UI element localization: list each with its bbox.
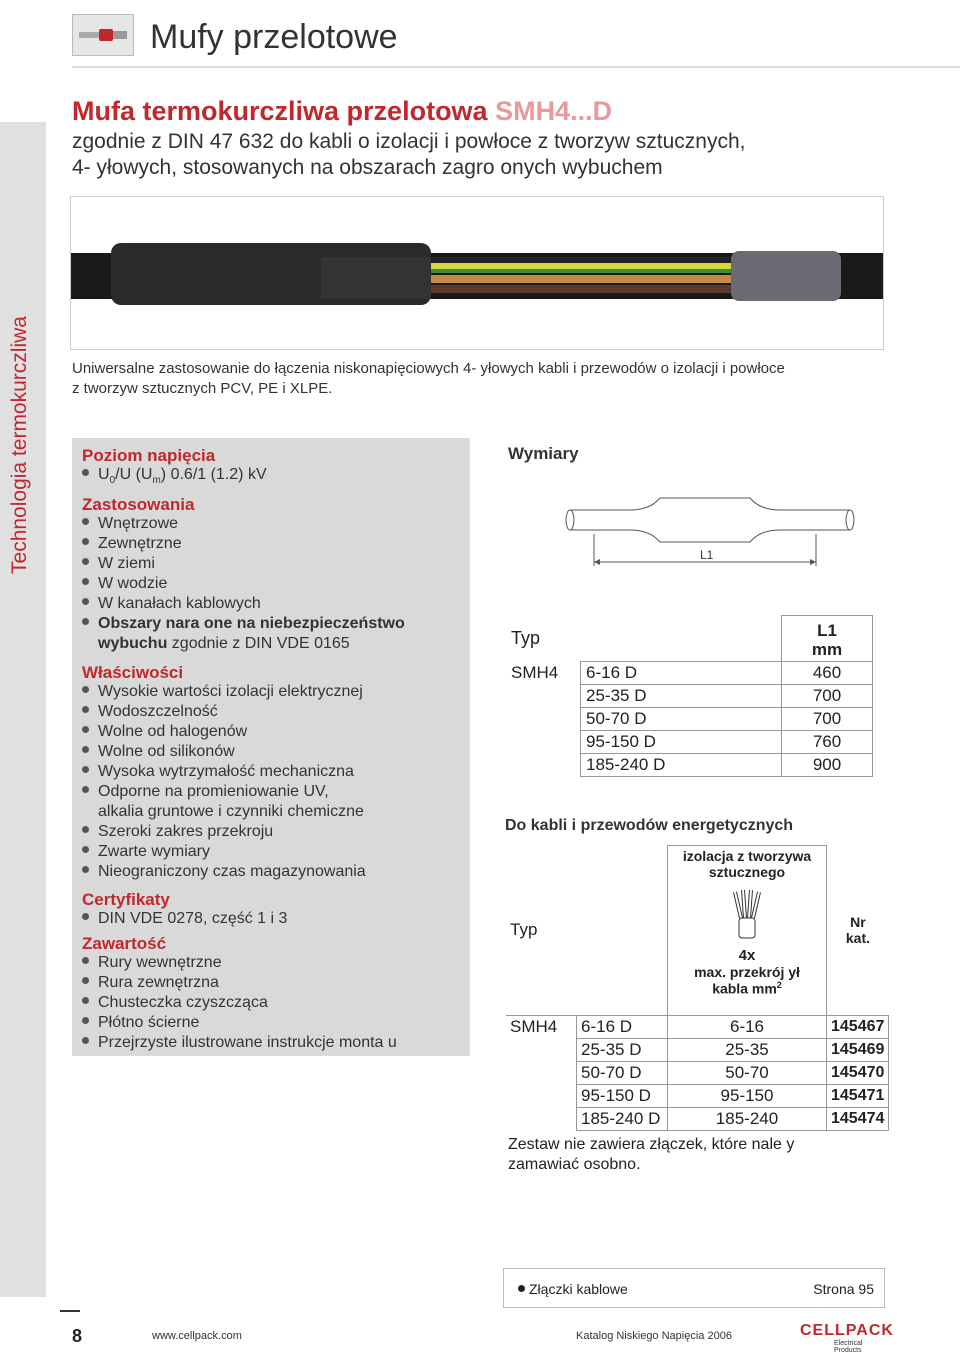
- properties-title: Właściwości: [82, 663, 184, 682]
- footer-page-ref: Strona 95: [813, 1281, 874, 1297]
- sidebar-label: Technologia termokurczliwa: [8, 316, 31, 574]
- col-cat: Nr kat.: [827, 846, 889, 1016]
- list-item: Wolne od silikonów: [82, 743, 235, 761]
- page-title: Mufy przelotowe: [150, 18, 398, 56]
- l1-label: L1: [700, 548, 714, 562]
- cellpack-logo: CELLPACK Electrical Products: [800, 1322, 894, 1354]
- table-row: 25-35 D 700: [506, 685, 873, 708]
- product-subtitle-1: zgodnie z DIN 47 632 do kabli o izolacji i powłoce z tworzyw sztucznych,: [72, 130, 746, 153]
- footer-url[interactable]: www.cellpack.com: [152, 1330, 242, 1342]
- footer-catalog: Katalog Niskiego Napięcia 2006: [576, 1330, 732, 1342]
- list-item: Przejrzyste ilustrowane instrukcje monta u: [82, 1034, 397, 1052]
- cables-title: Do kabli i przewodów energetycznych: [505, 817, 794, 834]
- product-title-main: Mufa termokurczliwa przelotowa: [72, 96, 496, 126]
- list-item-danger-cont: wybuchu zgodnie z DIN VDE 0165: [98, 635, 350, 652]
- list-item: Szeroki zakres przekroju: [82, 823, 273, 841]
- product-title: [72, 96, 612, 127]
- table-row: SMH4 6-16 D 460: [506, 662, 873, 685]
- title-divider: [72, 66, 960, 68]
- list-item: Zwarte wymiary: [82, 843, 210, 861]
- note-line-2: zamawiać osobno.: [508, 1156, 641, 1173]
- list-item: Rura zewnętrzna: [82, 974, 219, 992]
- table-row: 50-70 D 50-70 145470: [506, 1062, 889, 1085]
- col-l1: L1 mm: [782, 616, 873, 662]
- table-row: 95-150 D 95-150 145471: [506, 1085, 889, 1108]
- table-row: 185-240 D 900: [506, 754, 873, 777]
- note-line-1: Zestaw nie zawiera złączek, które nale y: [508, 1136, 795, 1153]
- cable-cores-icon: [727, 888, 767, 944]
- description-line-1: Uniwersalne zastosowanie do łączenia niskonapięciowych 4- yłowych kabli i przewodów o izolacji i powłoce: [72, 360, 785, 377]
- product-subtitle-2: 4- yłowych, stosowanych na obszarach zagro onych wybuchem: [72, 156, 663, 179]
- page-number: 8: [72, 1326, 83, 1346]
- voltage-title: Poziom napięcia: [82, 446, 216, 465]
- cables-table: [506, 845, 889, 1131]
- list-item: Rury wewnętrzne: [82, 954, 222, 972]
- list-item: W wodzie: [82, 575, 167, 593]
- list-item: Wodoszczelność: [82, 703, 218, 721]
- list-item: Wysoka wytrzymałość mechaniczna: [82, 763, 354, 781]
- col-typ: Typ: [506, 616, 782, 662]
- applications-title: Zastosowania: [82, 495, 195, 514]
- certificates-title: Certyfikaty: [82, 890, 170, 909]
- list-item: Zewnętrzne: [82, 535, 182, 553]
- table-row: SMH4 6-16 D 6-16 145467: [506, 1016, 889, 1039]
- product-photo: [70, 196, 884, 350]
- list-item: Płótno ścierne: [82, 1014, 199, 1032]
- list-item: Wolne od halogenów: [82, 723, 247, 741]
- table-row: 95-150 D 760: [506, 731, 873, 754]
- col-insulation: izolacja z tworzywa sztucznego 4x max. przekrój ył kabla $mm^2$: [668, 846, 827, 1016]
- col-typ: Typ: [506, 846, 668, 1016]
- voltage-item: $U_0/U$ $(U_m)$ 0.6/1 (1.2) kV: [82, 466, 267, 486]
- list-item: Odporne na promieniowanie UV,: [82, 783, 329, 801]
- footer-link[interactable]: Złączki kablowe: [518, 1281, 628, 1297]
- list-item: W kanałach kablowych: [82, 595, 261, 613]
- list-item: DIN VDE 0278, część 1 i 3: [82, 910, 287, 928]
- page-number-rule: [60, 1310, 80, 1312]
- table-row: 25-35 D 25-35 145469: [506, 1039, 889, 1062]
- table-row: 50-70 D 700: [506, 708, 873, 731]
- list-item: Chusteczka czyszcząca: [82, 994, 268, 1012]
- list-item: Nieograniczony czas magazynowania: [82, 863, 366, 881]
- dimensions-table: [506, 615, 873, 777]
- list-item-cont: alkalia gruntowe i czynniki chemiczne: [98, 803, 364, 820]
- list-item-danger: Obszary nara one na niebezpieczeństwo: [82, 615, 405, 633]
- product-code: SMH4...D: [495, 96, 613, 126]
- bullet-icon: [82, 469, 89, 476]
- dimensions-title: Wymiary: [508, 444, 579, 463]
- description-line-2: z tworzyw sztucznych PCV, PE i XLPE.: [72, 380, 333, 397]
- list-item: W ziemi: [82, 555, 155, 573]
- cable-lug-icon: [72, 14, 134, 56]
- features-panel: [72, 438, 470, 1056]
- list-item: Wysokie wartości izolacji elektrycznej: [82, 683, 363, 701]
- list-item: Wnętrzowe: [82, 515, 178, 533]
- table-row: 185-240 D 185-240 145474: [506, 1108, 889, 1131]
- footer-reference[interactable]: [503, 1268, 885, 1308]
- contents-title: Zawartość: [82, 934, 167, 953]
